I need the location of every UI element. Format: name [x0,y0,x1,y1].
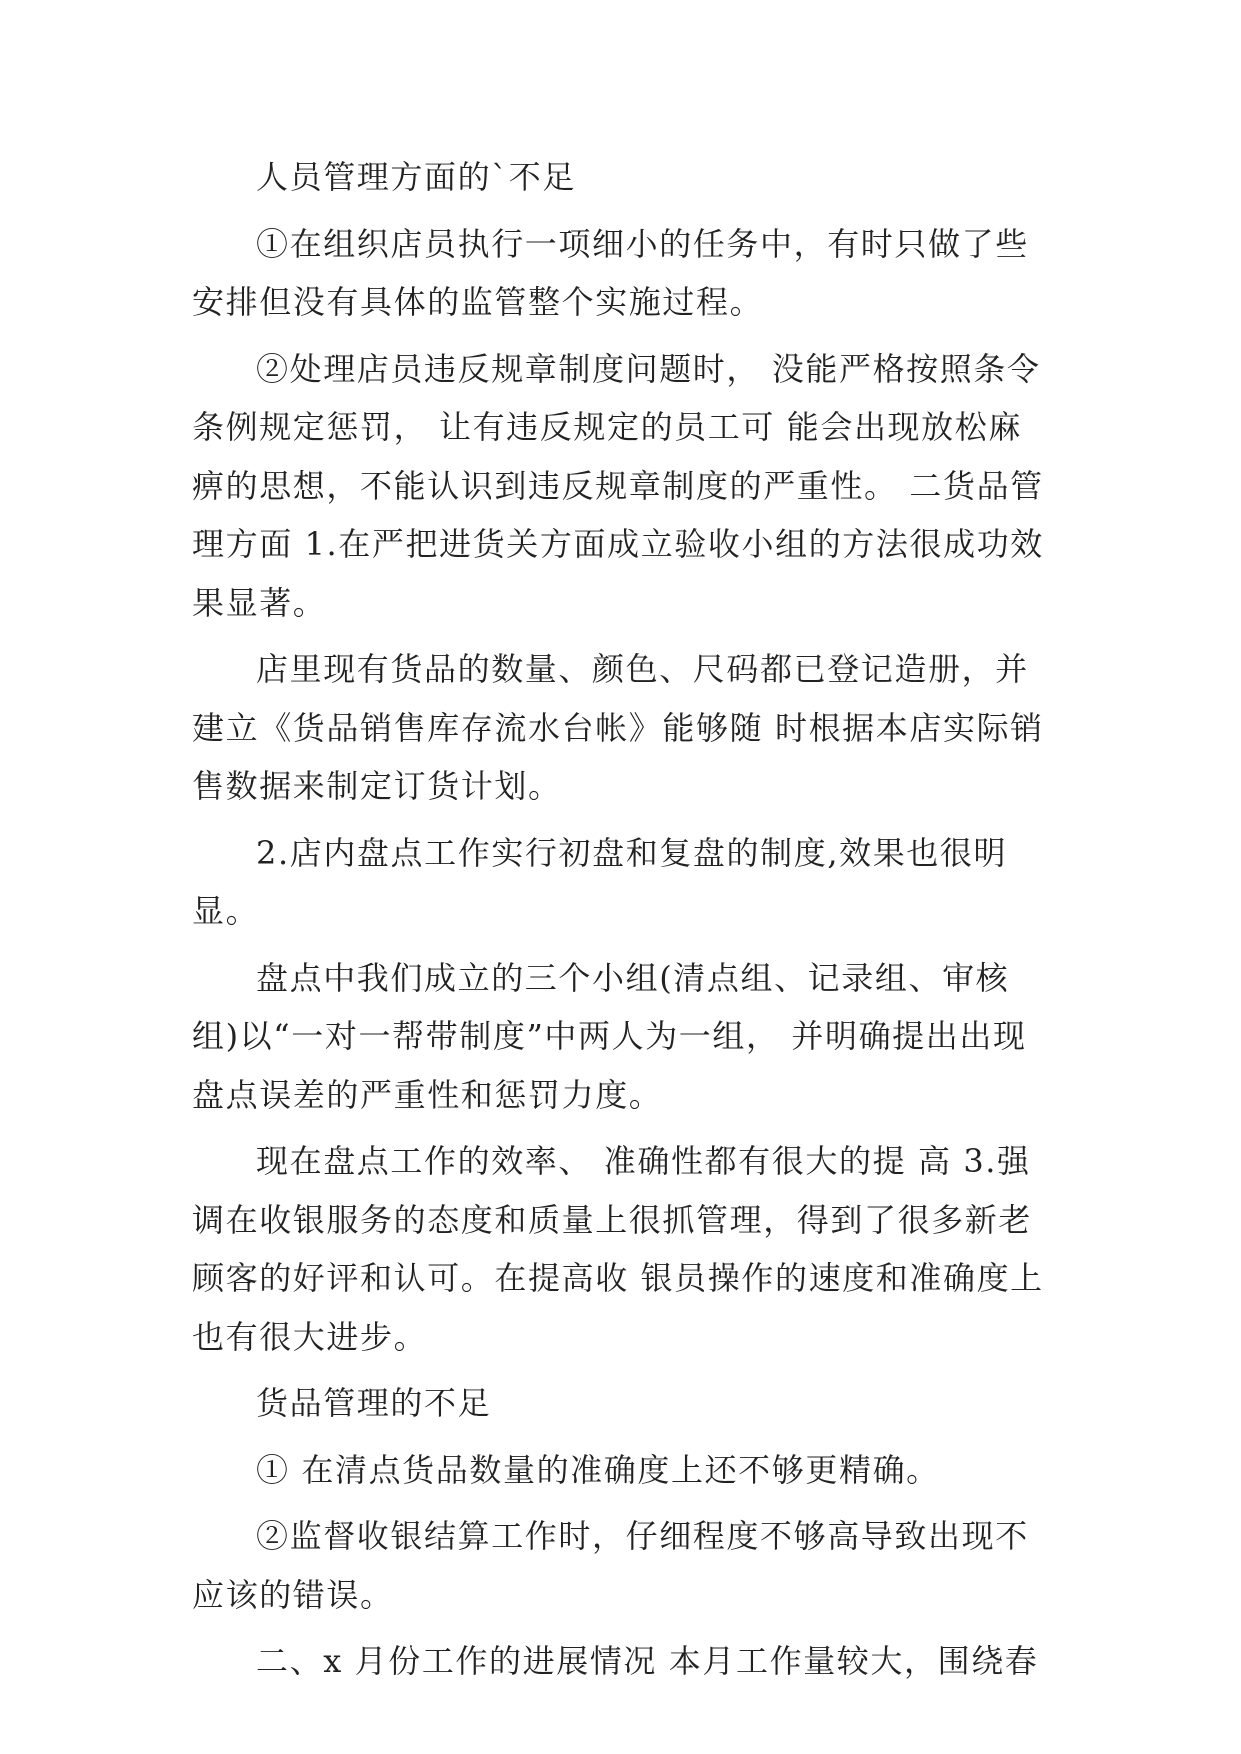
document-body [192,148,1050,1699]
paragraph-staff-shortcoming-2: ②处理店员违反规章制度问题时， 没能严格按照条令条例规定惩罚， 让有违反规定的员工可 能会出现放松麻痹的思想，不能认识到违反规章制度的严重性。 二货品管理方面 1.在严把进货关方面成立验收小组的方法很成功效果显著。 [192,349,1044,622]
paragraph-cashier-service: 现在盘点工作的效率、 准确性都有很大的提 高 3.强调在收银服务的态度和质量上很抓管理，得到了很多新老顾客的好评和认可。在提高收 银员操作的速度和准确度上也有很大进步。 [192,1142,1044,1356]
paragraph-goods-shortcoming-2: ②监督收银结算工作时，仔细程度不够高导致出现不应该的错误。 [192,1517,1029,1614]
paragraph-stocktake-system: 2.店内盘点工作实行初盘和复盘的制度,效果也很明显。 [192,833,1008,930]
paragraph-goods-shortcoming-1: ① 在清点货品数量的准确度上还不够更精确。 [256,1450,940,1489]
paragraph-stocktake-groups: 盘点中我们成立的三个小组(清点组、记录组、审核组)以“一对一帮带制度”中两人为一组， 并明确提出出现盘点误差的严重性和惩罚力度。 [192,958,1027,1114]
paragraph-staff-shortcoming-1: ①在组织店员执行一项细小的任务中，有时只做了些安排但没有具体的监管整个实施过程。 [192,224,1029,321]
paragraph-monthly-progress: 二、x 月份工作的进展情况 本月工作量较大，围绕春 [256,1642,1039,1680]
paragraph-goods-management-heading: 货品管理的不足 [256,1384,492,1422]
paragraph-inventory-records: 店里现有货品的数量、颜色、尺码都已登记造册，并建立《货品销售库存流水台帐》能够随 时根据本店实际销售数据来制定订货计划。 [192,650,1044,805]
paragraph-staff-management-heading: 人员管理方面的`不足 [256,158,577,196]
